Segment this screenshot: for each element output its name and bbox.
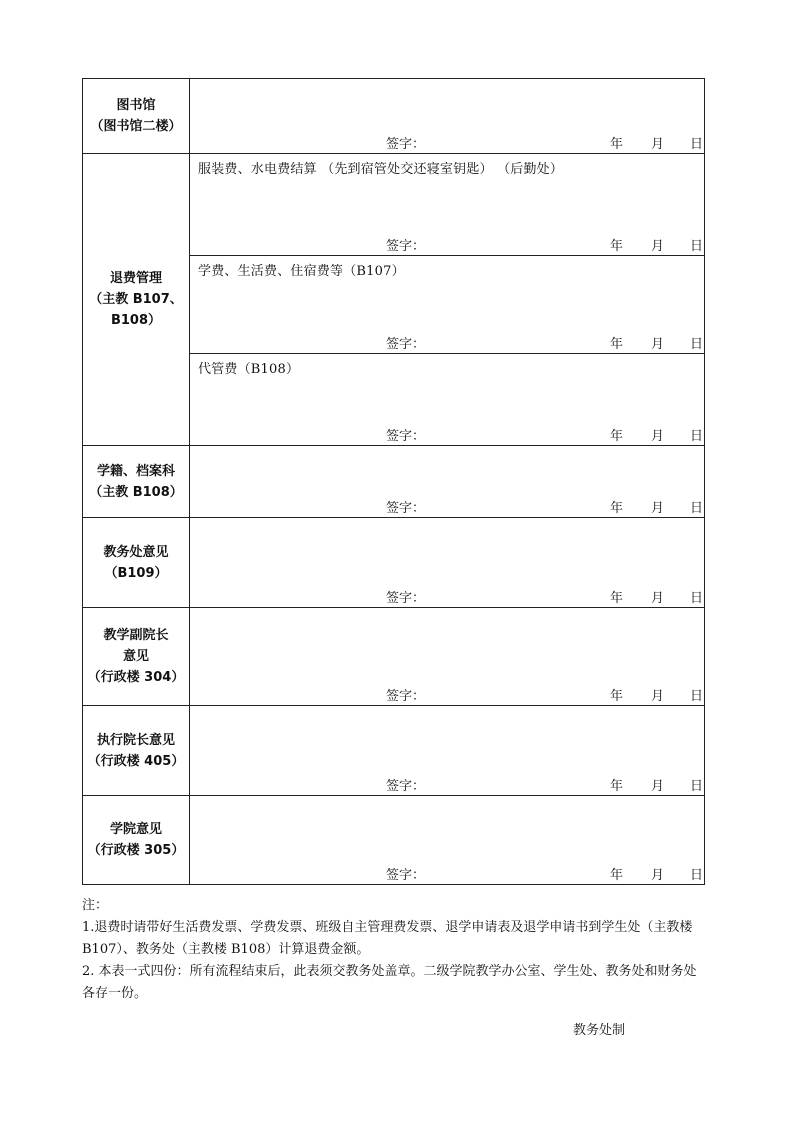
row-label	[83, 446, 190, 518]
row-label	[83, 608, 190, 706]
month-label: 月	[651, 868, 665, 883]
day-label: 日	[690, 337, 704, 352]
label-line: （行政楼 405）	[87, 753, 185, 769]
month-label: 月	[651, 337, 665, 352]
signature-cell[interactable]	[190, 79, 705, 154]
row-label	[83, 796, 190, 885]
section-description: 学费、生活费、住宿费等（B107）	[198, 264, 405, 279]
sign-label: 签字：	[386, 779, 426, 794]
signature-cell[interactable]	[190, 256, 705, 354]
label-line: （图书馆二楼）	[90, 119, 182, 134]
signature-line	[190, 587, 704, 606]
day-label: 日	[690, 689, 704, 704]
day-label: 日	[690, 137, 704, 152]
section-description: 代管费（B108）	[198, 362, 300, 377]
month-label: 月	[651, 239, 665, 254]
year-label: 年	[610, 337, 624, 352]
label-line: B108）	[110, 313, 162, 328]
year-label: 年	[610, 779, 624, 794]
table-row-library	[83, 79, 705, 154]
signature-cell[interactable]	[190, 354, 705, 446]
label-line: （主教 B108）	[89, 484, 183, 500]
signature-cell[interactable]	[190, 796, 705, 885]
signature-line	[190, 425, 704, 444]
row-label	[83, 79, 190, 154]
signature-line	[190, 775, 704, 794]
signature-cell[interactable]	[190, 608, 705, 706]
label-line: （行政楼 305）	[87, 843, 185, 858]
signature-line	[190, 333, 704, 352]
month-label: 月	[651, 689, 665, 704]
table-row-records	[83, 446, 705, 518]
label-line: 教务处意见	[103, 544, 169, 560]
month-label: 月	[651, 591, 665, 606]
month-label: 月	[651, 501, 665, 516]
row-label	[83, 154, 190, 446]
month-label: 月	[651, 779, 665, 794]
table-row-academic-affairs	[83, 518, 705, 608]
sign-label: 签字：	[386, 689, 426, 704]
year-label: 年	[610, 868, 624, 883]
table-row-refund-clothing	[83, 154, 705, 256]
month-label: 月	[651, 137, 665, 152]
label-line: 执行院长意见	[96, 732, 175, 748]
year-label: 年	[610, 501, 624, 516]
label-line: 学籍、档案科	[96, 463, 175, 479]
signature-cell[interactable]	[190, 154, 705, 256]
sign-label: 签字：	[386, 239, 426, 254]
signature-cell[interactable]	[190, 518, 705, 608]
year-label: 年	[610, 429, 624, 444]
signature-line	[190, 864, 704, 883]
signature-cell[interactable]	[190, 446, 705, 518]
year-label: 年	[610, 591, 624, 606]
sign-label: 签字：	[386, 591, 426, 606]
signature-line	[190, 685, 704, 704]
label-line: （B109）	[104, 565, 168, 581]
signature-cell[interactable]	[190, 706, 705, 796]
table-row-executive-dean	[83, 706, 705, 796]
year-label: 年	[610, 137, 624, 152]
day-label: 日	[690, 501, 704, 516]
signature-line	[190, 133, 704, 152]
label-line: （行政楼 304）	[87, 670, 185, 685]
sign-label: 签字：	[386, 137, 426, 152]
table-row-college	[83, 796, 705, 885]
table-row-vice-dean	[83, 608, 705, 706]
day-label: 日	[690, 591, 704, 606]
row-label	[83, 706, 190, 796]
note-item-2-cont: 各存一份。	[82, 986, 148, 1001]
sign-label: 签字：	[386, 337, 426, 352]
approval-table	[82, 78, 705, 885]
notes-section	[82, 895, 722, 1005]
signature-line	[190, 235, 704, 254]
label-line: 退费管理	[109, 271, 162, 286]
year-label: 年	[610, 689, 624, 704]
month-label: 月	[651, 429, 665, 444]
label-line: （主教 B107、	[89, 292, 183, 307]
day-label: 日	[690, 868, 704, 883]
label-line: 图书馆	[116, 98, 156, 113]
note-item-1: 1.退费时请带好生活费发票、学费发票、班级自主管理费发票、退学申请表及退学申请书到学生处（主教楼	[82, 920, 693, 935]
sign-label: 签字：	[386, 501, 426, 516]
sign-label: 签字：	[386, 868, 426, 883]
note-item-2: 2. 本表一式四份：所有流程结束后，此表须交教务处盖章。二级学院教学办公室、学生处、教务处和财务处	[82, 964, 697, 979]
issuer-footer: 教务处制	[573, 1023, 626, 1038]
label-line: 教学副院长	[103, 628, 169, 643]
sign-label: 签字：	[386, 429, 426, 444]
section-description: 服装费、水电费结算 （先到宿管处交还寝室钥匙） （后勤处）	[198, 162, 564, 177]
notes-heading: 注：	[82, 898, 109, 913]
label-line: 学院意见	[109, 822, 162, 837]
day-label: 日	[690, 239, 704, 254]
year-label: 年	[610, 239, 624, 254]
day-label: 日	[690, 429, 704, 444]
label-line: 意见	[122, 649, 149, 664]
day-label: 日	[690, 779, 704, 794]
row-label	[83, 518, 190, 608]
note-item-1-cont: B107）、教务处（主教楼 B108）计算退费金额。	[82, 942, 370, 957]
signature-line	[190, 497, 704, 516]
